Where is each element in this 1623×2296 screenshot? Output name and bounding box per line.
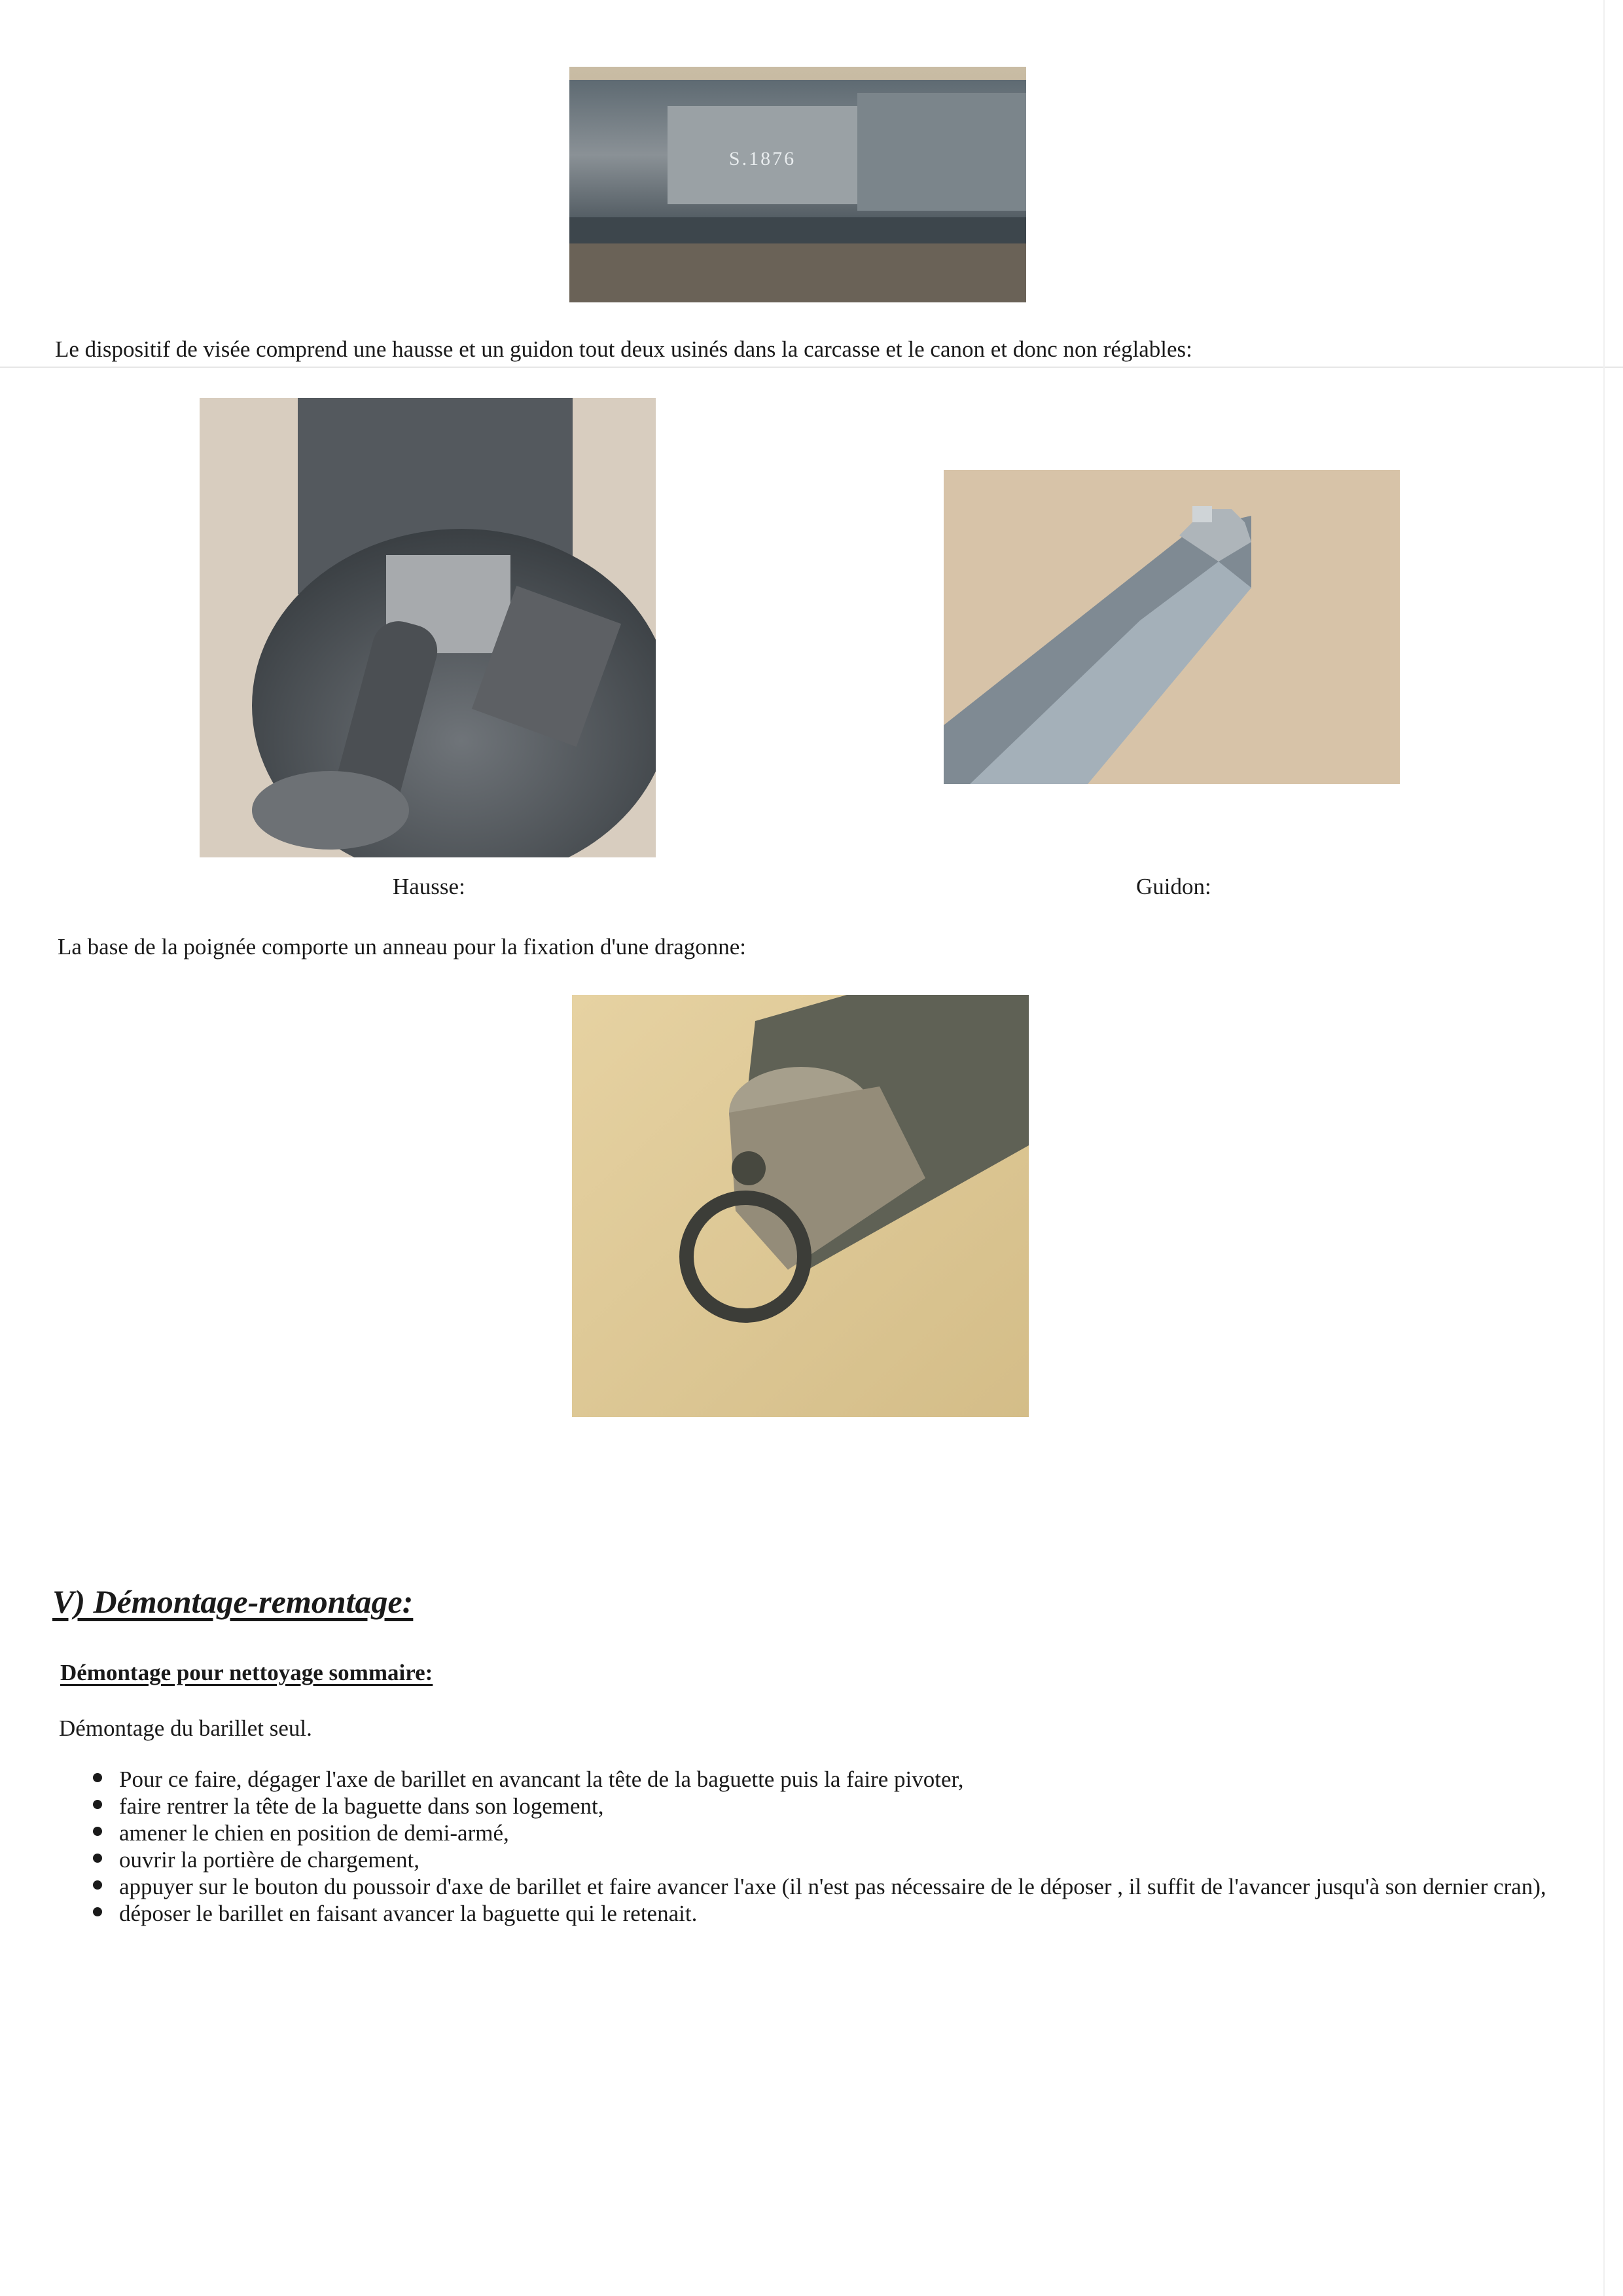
- section-intro-text: Démontage du barillet seul.: [59, 1715, 312, 1741]
- list-item: ouvrir la portière de chargement,: [119, 1846, 1585, 1873]
- scan-right-edge: [1603, 0, 1605, 2296]
- list-item: faire rentrer la tête de la baguette dans son logement,: [119, 1793, 1585, 1820]
- stamp-engraving-text: S.1876: [728, 148, 796, 170]
- bullet-icon: [93, 1800, 102, 1809]
- scan-edge-line: [0, 367, 1623, 368]
- hausse-caption: Hausse:: [393, 874, 465, 899]
- guidon-caption: Guidon:: [1136, 874, 1211, 899]
- sights-intro-text: Le dispositif de visée comprend une hausse et un guidon tout deux usinés dans la carcasse et le canon et donc non réglables:: [55, 336, 1192, 362]
- barrel-stamp-photo: [569, 67, 1026, 302]
- hausse-photo: [200, 398, 656, 857]
- bullet-icon: [93, 1827, 102, 1836]
- lanyard-intro-text: La base de la poignée comporte un anneau pour la fixation d'une dragonne:: [58, 934, 747, 960]
- section-subtitle: Démontage pour nettoyage sommaire:: [60, 1660, 433, 1685]
- lanyard-ring-photo: [572, 995, 1029, 1417]
- list-item: déposer le barillet en faisant avancer la baguette qui le retenait.: [119, 1900, 1585, 1927]
- list-item: amener le chien en position de demi-armé,: [119, 1820, 1585, 1846]
- disassembly-steps-list: [93, 1766, 1585, 1927]
- list-item: appuyer sur le bouton du poussoir d'axe de barillet et faire avancer l'axe (il n'est pas nécessaire de le déposer , il suffit de l'avancer jusqu'à son dernier cran),: [119, 1873, 1585, 1900]
- bullet-icon: [93, 1854, 102, 1863]
- bullet-icon: [93, 1907, 102, 1916]
- section-title: V) Démontage-remontage:: [52, 1583, 414, 1620]
- bullet-icon: [93, 1773, 102, 1782]
- list-item: Pour ce faire, dégager l'axe de barillet en avancant la tête de la baguette puis la faire pivoter,: [119, 1766, 1585, 1793]
- guidon-photo: [944, 470, 1400, 784]
- bullet-icon: [93, 1880, 102, 1890]
